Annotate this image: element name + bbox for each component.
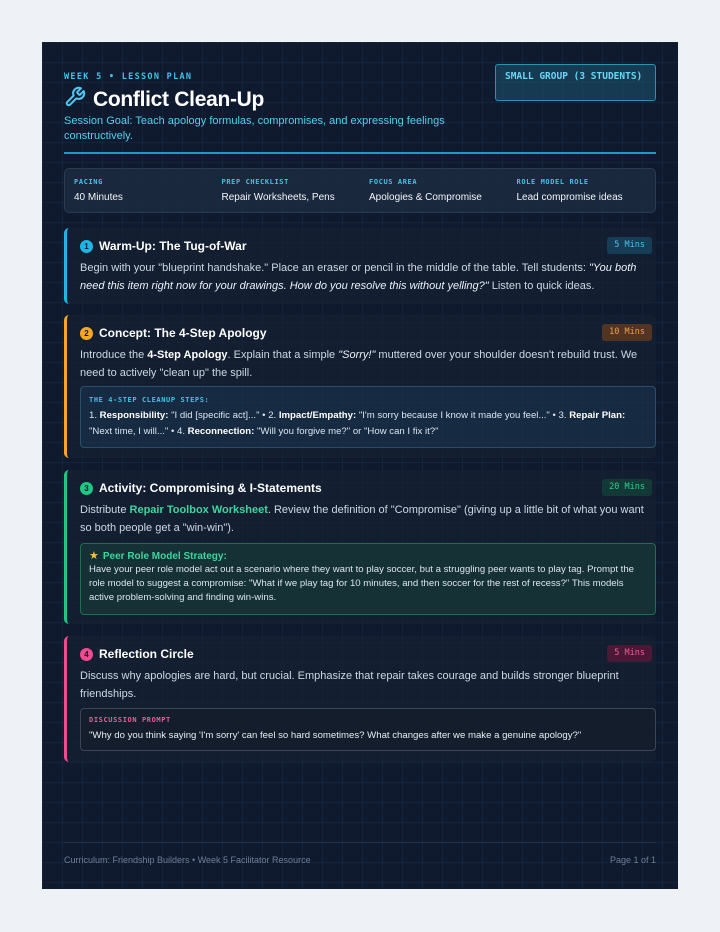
info-value: Apologies & Compromise: [369, 192, 482, 203]
duration-badge: 20 Mins: [602, 479, 652, 496]
body-text: . Review the definition of "Compromise" (giving up a little bit of what you want so both people get a "win-win").: [80, 504, 644, 534]
info-cell-pacing: [65, 169, 213, 212]
section-header: [80, 240, 656, 260]
group-size-badge: SMALL GROUP (3 STUDENTS): [495, 64, 656, 101]
step-prefix: 2.: [268, 410, 279, 421]
section-title: Reflection Circle: [99, 647, 194, 661]
section-body: [80, 501, 648, 537]
step-text: "I'm sorry because I know it made you feel..." •: [356, 410, 559, 421]
section-activity: [64, 470, 656, 624]
header: [64, 64, 656, 154]
info-cell-role: [508, 169, 656, 212]
box-label: THE 4-STEP CLEANUP STEPS:: [89, 396, 210, 404]
info-cell-prep: [213, 169, 361, 212]
step-name: Reconnection:: [187, 426, 255, 437]
section-body: Discuss why apologies are hard, but crucial. Emphasize that repair takes courage and builds stronger blueprint friendships.: [80, 670, 619, 700]
strategy-text: Have your peer role model act out a scenario where they want to play soccer, but a struggling peer wants to play tag. Prompt the role model to suggest a compromise: "What if we play tag for 10 minutes, and then soccer for the rest of recess?" This models active problem-solving and finding win-wins.: [89, 564, 635, 604]
page-number: Page 1 of 1: [609, 855, 656, 865]
step-name: Responsibility:: [99, 410, 169, 421]
lesson-plan-page: [42, 42, 678, 889]
title-row: [64, 86, 264, 113]
worksheet-highlight: Repair Toolbox Worksheet: [129, 504, 268, 516]
section-header: [80, 648, 656, 668]
step-prefix: 4.: [177, 426, 188, 437]
info-label: ROLE MODEL ROLE: [516, 178, 589, 186]
step-name: Impact/Empathy:: [278, 410, 357, 421]
section-warm-up: [64, 228, 656, 304]
info-value: 40 Minutes: [74, 192, 123, 203]
info-label: PACING: [74, 178, 103, 186]
body-text: Distribute: [80, 504, 130, 516]
section-header: [80, 327, 656, 347]
footer: [64, 842, 656, 865]
step-prefix: 1.: [89, 410, 100, 421]
body-quote: "Sorry!": [338, 349, 376, 361]
info-bar: [64, 168, 656, 213]
step-text: "Will you forgive me?" or "How can I fix it?": [254, 426, 439, 437]
step-number: 3: [80, 482, 93, 495]
section-concept: [64, 315, 656, 458]
strategy-title: [89, 550, 647, 563]
step-number: 4: [80, 648, 93, 661]
section-title: Activity: Compromising & I-Statements: [99, 481, 322, 495]
discussion-prompt-box: [80, 708, 656, 751]
info-value: Lead compromise ideas: [516, 192, 623, 203]
session-goal: Session Goal: Teach apology formulas, compromises, and expressing feelings constructively.: [64, 115, 445, 142]
star-icon: ★: [89, 550, 99, 562]
body-text: Introduce the: [80, 349, 148, 361]
wrench-icon: [64, 86, 86, 113]
step-name: Repair Plan:: [569, 410, 626, 421]
step-number: 2: [80, 327, 93, 340]
body-quote: "You both need this item right now for your drawings. How do you resolve this without yelling?": [80, 262, 637, 292]
section-reflection: [64, 636, 656, 762]
body-text: muttered over your shoulder doesn't rebuild trust. We need to actively "clean up" the spill.: [80, 349, 638, 379]
body-text: Begin with your "blueprint handshake." Place an eraser or pencil in the middle of the table. Tell students:: [80, 262, 590, 274]
body-text: Listen to quick ideas.: [488, 280, 595, 292]
section-body: [80, 259, 648, 295]
section-body: [80, 346, 648, 382]
section-title: Warm-Up: The Tug-of-War: [99, 239, 247, 253]
peer-strategy-box: [80, 543, 656, 615]
info-cell-focus: [360, 169, 508, 212]
duration-badge: 10 Mins: [602, 324, 652, 341]
step-prefix: 3.: [558, 410, 570, 421]
duration-badge: 5 Mins: [607, 645, 652, 662]
page-title: Conflict Clean-Up: [93, 87, 265, 111]
duration-badge: 5 Mins: [607, 237, 652, 254]
strategy-title-text: Peer Role Model Strategy:: [102, 551, 227, 562]
footer-curriculum: Curriculum: Friendship Builders • Week 5 Facilitator Resource: [64, 855, 311, 865]
cleanup-steps-box: [80, 386, 656, 448]
body-bold: 4-Step Apology: [147, 349, 228, 361]
step-text: "Next time, I will..." •: [89, 426, 177, 437]
step-number: 1: [80, 240, 93, 253]
info-label: PREP CHECKLIST: [221, 178, 289, 186]
info-value: Repair Worksheets, Pens: [221, 192, 335, 203]
discussion-prompt-text: "Why do you think saying 'I'm sorry' can feel so hard sometimes? What changes after we make a genuine apology?": [89, 730, 582, 741]
section-header: [80, 482, 656, 502]
section-title: Concept: The 4-Step Apology: [99, 326, 267, 340]
week-kicker: WEEK 5 • LESSON PLAN: [64, 72, 193, 82]
step-text: "I did [specific act]..." •: [168, 410, 269, 421]
info-label: FOCUS AREA: [369, 178, 418, 186]
body-text: . Explain that a simple: [227, 349, 339, 361]
box-label: DISCUSSION PROMPT: [89, 716, 171, 724]
